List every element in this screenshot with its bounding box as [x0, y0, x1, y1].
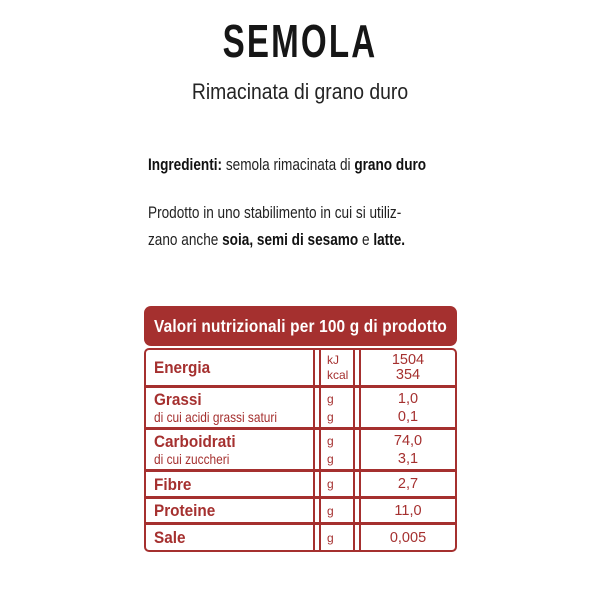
nutrition-row-grassi — [146, 385, 455, 427]
nutrient-name: Carboidrati — [154, 432, 236, 451]
nutrient-value: 2,7 — [397, 476, 419, 492]
allergen-milk: latte. — [373, 230, 406, 249]
nutrient-subname: di cui acidi grassi saturi — [154, 409, 278, 425]
ingredients-label: Ingredienti: — [148, 155, 223, 174]
nutrient-name-cell — [146, 388, 315, 427]
nutrition-row-proteine — [146, 496, 455, 522]
nutrient-value: 74,0 — [393, 432, 423, 449]
nutrition-row-sale — [146, 522, 455, 550]
nutrition-table-header — [144, 306, 457, 346]
nutrient-value: 354 — [395, 366, 421, 383]
nutrient-unit-cell — [319, 525, 355, 550]
nutrition-table — [144, 306, 457, 552]
nutrient-value: 0,005 — [389, 529, 427, 546]
nutrient-unit: g — [327, 451, 334, 466]
nutrient-unit-cell — [319, 430, 355, 469]
nutrient-name-cell — [146, 499, 315, 522]
nutrient-value-cell — [359, 499, 455, 522]
nutrient-value-cell — [359, 430, 455, 469]
nutrient-name-cell — [146, 350, 315, 385]
nutrient-unit: g — [327, 530, 334, 545]
nutrient-unit-cell — [319, 472, 355, 496]
ingredients-line — [148, 151, 460, 178]
nutrient-name: Fibre — [154, 474, 192, 494]
nutrient-value: 0,1 — [397, 408, 419, 425]
nutrient-value-cell — [359, 472, 455, 496]
nutrient-unit: g — [327, 503, 334, 518]
nutrient-subname: di cui zuccheri — [154, 451, 230, 467]
nutrient-value: 3,1 — [397, 450, 419, 467]
nutrient-unit: g — [327, 391, 334, 406]
allergen-notice — [148, 199, 460, 253]
nutrient-name: Grassi — [154, 390, 202, 409]
nutrient-name-cell — [146, 472, 315, 496]
nutrient-value: 11,0 — [394, 502, 422, 519]
allergen-line2-prefix: zano anche — [148, 230, 223, 249]
nutrient-value-cell — [359, 388, 455, 427]
ingredients-bold-item: grano duro — [354, 155, 427, 174]
nutrient-unit: kcal — [327, 367, 349, 382]
nutrient-name: Energia — [154, 358, 211, 377]
nutrition-row-carboidrati — [146, 427, 455, 469]
nutrition-table-header-text: Valori nutrizionali per 100 g di prodotto — [154, 315, 448, 336]
nutrient-name-cell — [146, 525, 315, 550]
nutrient-unit: g — [327, 477, 334, 491]
nutrition-table-body — [144, 348, 457, 552]
nutrition-row-fibre — [146, 469, 455, 496]
nutrient-value-cell — [359, 350, 455, 385]
nutrient-unit: g — [327, 409, 334, 424]
nutrient-unit-cell — [319, 499, 355, 522]
nutrient-unit-cell — [319, 388, 355, 427]
nutrient-value-cell — [359, 525, 455, 550]
allergen-line1: Prodotto in uno stabilimento in cui si utiliz- — [148, 203, 402, 222]
product-title: SEMOLA — [222, 15, 378, 67]
ingredients-text: semola rimacinata di — [222, 155, 355, 174]
nutrient-unit-cell — [319, 350, 355, 385]
allergen-conjunction: e — [358, 230, 374, 249]
nutrient-unit: g — [327, 433, 334, 448]
nutrient-name-cell — [146, 430, 315, 469]
nutrition-row-energia — [146, 350, 455, 385]
nutrient-name: Sale — [154, 528, 186, 547]
nutrient-value: 1504 — [391, 351, 425, 368]
nutrient-unit: kJ — [327, 352, 339, 367]
nutrient-value: 1,0 — [397, 390, 419, 407]
product-subtitle: Rimacinata di grano duro — [191, 79, 409, 104]
nutrient-name: Proteine — [154, 501, 216, 520]
allergen-soy-sesame: soia, semi di sesamo — [222, 230, 359, 249]
